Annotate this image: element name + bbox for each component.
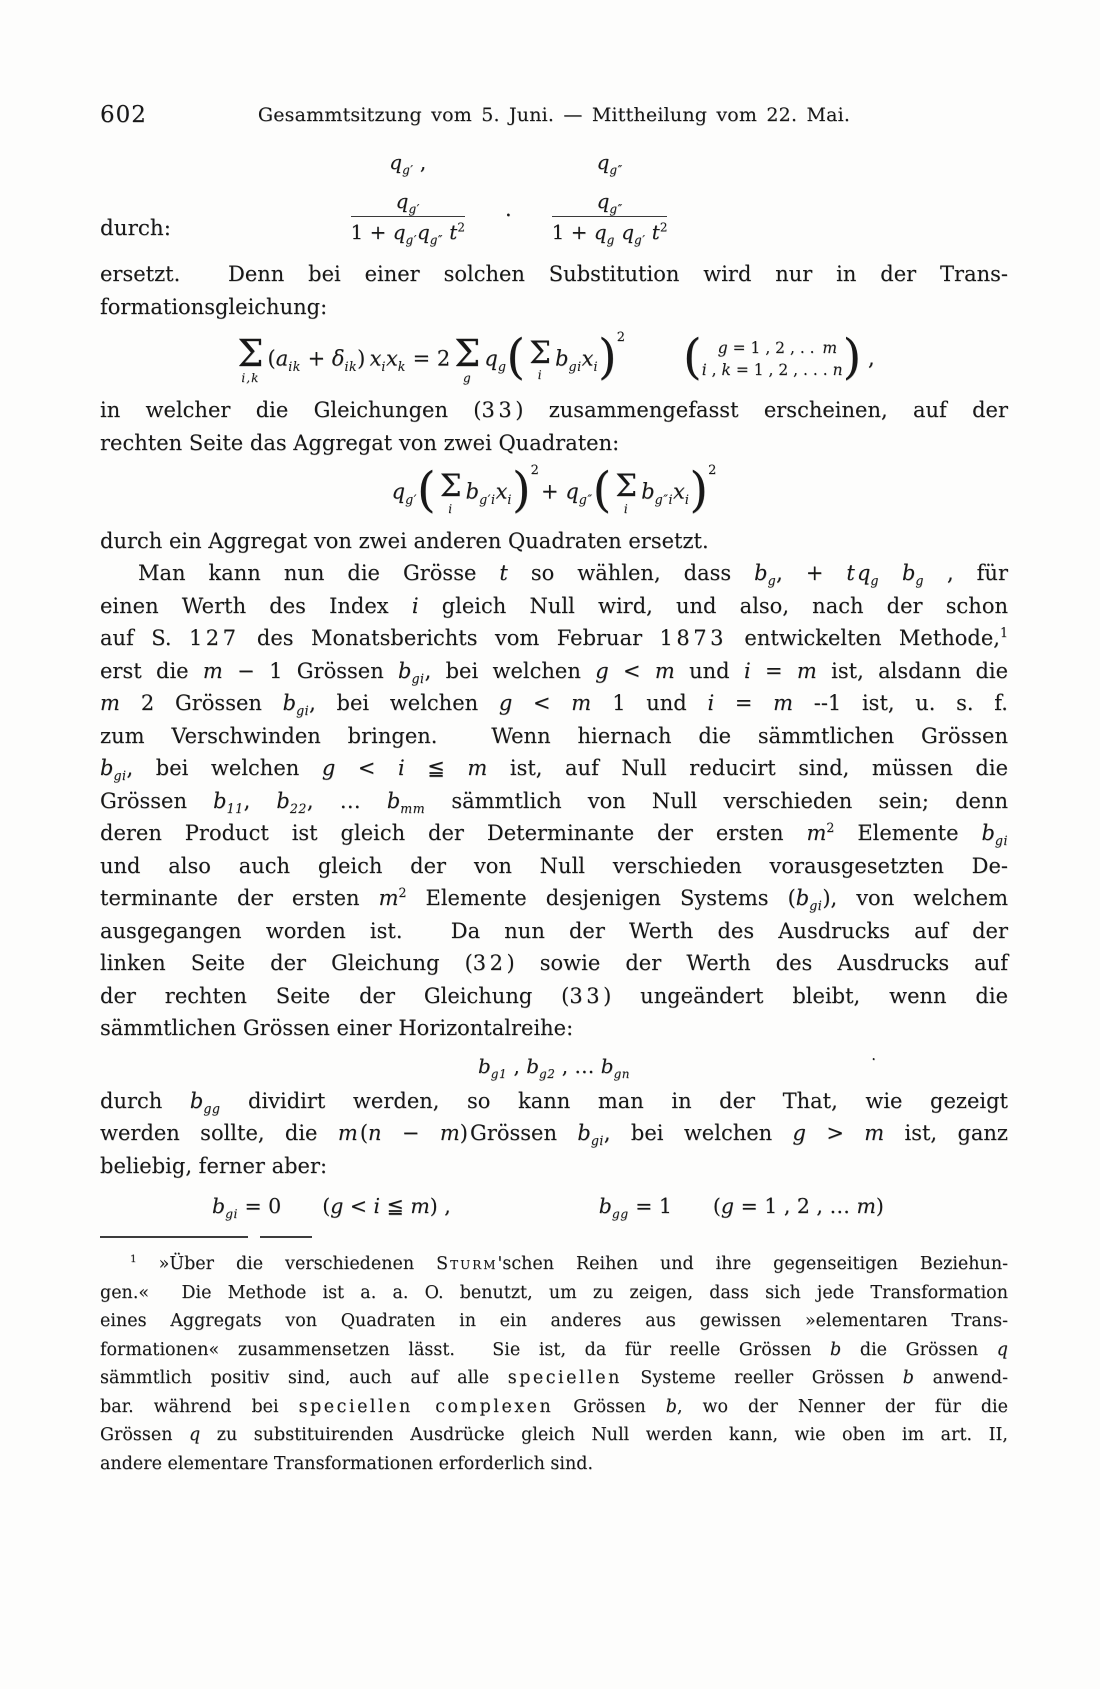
- fraction-group: [100, 150, 918, 247]
- fraction-denominator: $1 + q_g$ $q_{g'}$ $t^2$: [551, 220, 668, 247]
- text-line: in welcher die Gleichungen (33) zusammengefasst erscheinen, auf der: [100, 398, 1008, 423]
- text-line: durch ein Aggregat von zwei anderen Quadraten ersetzt.: [100, 528, 709, 553]
- footnote-line: formationen« zusammensetzen lässt. Sie ist, da für reelle Grössen b die Grössen q: [100, 1339, 1008, 1360]
- fraction: [551, 189, 668, 247]
- separator-dot: .: [504, 197, 512, 221]
- footnote-line: Grössen q zu substituirenden Ausdrücke gleich Null werden kann, wie oben im art. II,: [100, 1425, 1008, 1446]
- equation-expression: Σ i,k $(a_{ik} + \delta_{ik}) x_ix_k = 2$ Σ g $q_g$( Σ i $b_{gi}x_i)^2$: [237, 329, 626, 386]
- text-line: beliebig, ferner aber:: [100, 1153, 328, 1178]
- fraction-denominator: $1 + q_{g'}q_{g''}$ $t^2$: [350, 220, 465, 247]
- paragraph: [100, 525, 1008, 1045]
- text-line: ausgegangen worden ist. Da nun der Werth des Ausdrucks auf der: [100, 918, 1008, 943]
- equation-left: $b_{gi} = 0$ (g < i ≦ m) ,: [212, 1194, 451, 1222]
- text-line: der rechten Seite der Gleichung (33) ungeändert bleibt, wenn die: [100, 983, 1009, 1008]
- text-line: einen Werth des Index i gleich Null wird, und also, nach der schon: [100, 593, 1008, 618]
- equation-substitution: [100, 150, 1008, 247]
- replaced-term-right: $q_{g''}$: [596, 150, 623, 177]
- equation-two-squares: [100, 462, 1008, 519]
- text-line: formationsgleichung:: [100, 294, 328, 319]
- text-line: und also auch gleich der von Null verschieden vorausgesetzten De-: [100, 853, 1008, 878]
- text-line: $b_{gi}$, bei welchen g < i ≦ m ist, auf Null reducirt sind, müssen die: [100, 756, 1008, 784]
- text-line: sämmtlichen Grössen einer Horizontalreihe:: [100, 1016, 574, 1041]
- footnote-line: eines Aggregats von Quadraten in ein anderes aus gewissen »elementaren Trans-: [100, 1311, 1008, 1332]
- text-line: terminante der ersten $m^2$ Elemente desjenigen Systems $(b_{gi})$, von welchem: [100, 885, 1008, 914]
- page-number: 602: [100, 102, 147, 128]
- text-line: rechten Seite das Aggregat von zwei Quadraten:: [100, 430, 620, 455]
- paragraph: [100, 1085, 1008, 1183]
- page-header: [100, 104, 1008, 134]
- equation-right: $b_{gg} = 1$ (g = 1 , 2 , … m): [598, 1194, 884, 1222]
- fraction-numerator: $q_{g''}$: [552, 189, 668, 217]
- text-line: auf S. 127 des Monatsberichts vom Februar 1873 entwickelten Methode,$^1$: [100, 625, 1008, 651]
- text-line: werden sollte, die m (n − m) Grössen $b_{gi}$, bei welchen g > m ist, ganz: [100, 1121, 1008, 1149]
- fraction-numerator: $q_{g'}$: [351, 189, 465, 217]
- footnote-line: andere elementare Transformationen erforderlich sind.: [100, 1453, 594, 1474]
- text-block: [100, 104, 1008, 1478]
- text-line: zum Verschwinden bringen. Wenn hiernach die sämmtlichen Grössen: [100, 723, 1008, 748]
- fraction-column: [551, 150, 668, 247]
- text-line: Man kann nun die Grösse t so wählen, dass $b_g$, + t $q_g$ $b_g$ , für: [138, 561, 1008, 589]
- paragraph: [100, 394, 1008, 459]
- text-line: Grössen $b_{11}$, $b_{22}$, … $b_{mm}$ sämmtlich von Null verschieden sein; denn: [100, 788, 1009, 816]
- fraction-column: [350, 150, 465, 247]
- paragraph: [100, 258, 1008, 323]
- equation-expression: $b_{g1}$ , $b_{g2}$ , … $b_{gn}$: [477, 1053, 631, 1081]
- replaced-term-left: $q_{g'}$ ,: [389, 150, 427, 177]
- footnote: [100, 1250, 1008, 1478]
- equation-label: durch:: [100, 216, 172, 241]
- text-line: erst die m − 1 Grössen $b_{gi}$, bei welchen g < m und i = m ist, alsdann die: [100, 658, 1009, 686]
- text-line: linken Seite der Gleichung (32) sowie der Werth des Ausdrucks auf: [100, 951, 1008, 976]
- text-line: m 2 Grössen $b_{gi}$, bei welchen g < m 1 und i = m --1 ist, u. s. f.: [100, 691, 1008, 719]
- footnote-line: sämmtlich positiv sind, auch auf alle speciellen Systeme reeller Grössen b anwend-: [100, 1368, 1008, 1389]
- print-speck: .: [871, 1045, 876, 1064]
- footnote-line: gen.« Die Methode ist a. a. O. benutzt, um zu zeigen, dass sich jede Transformation: [100, 1282, 1008, 1303]
- footnote-line: bar. während bei speciellen complexen Grössen b, wo der Nenner der für die: [100, 1396, 1008, 1417]
- running-title: Gesammtsitzung vom 5. Juni. — Mittheilung vom 22. Mai.: [257, 104, 851, 126]
- equation-row-elements: [100, 1045, 1008, 1081]
- footnote-line: $^1$ »Über die verschiedenen Sturm'schen Reihen und ihre gegenseitigen Beziehun-: [130, 1253, 1009, 1275]
- equation-index-conditions: ( g = 1 , 2 , . . m i , k = 1 , 2 , . . . n ) ,: [683, 329, 875, 386]
- text-line: deren Product ist gleich der Determinante der ersten $m^2$ Elemente $b_{gi}$: [100, 820, 1008, 849]
- equation-normalization: [100, 1194, 1008, 1222]
- equation-expression: $q_{g'}$( Σ i $b_{g'i}x_i)^2$ + $q_{g''}$( Σ i $b_{g''i}x_i)^2$: [391, 462, 717, 519]
- text-line: durch $b_{gg}$ dividirt werden, so kann man in der That, wie gezeigt: [100, 1088, 1008, 1116]
- text-line: ersetzt. Denn bei einer solchen Substitution wird nur in der Trans-: [100, 262, 1008, 286]
- equation-transformation: [100, 329, 1008, 386]
- footnote-rule: [100, 1236, 312, 1238]
- fraction: [350, 189, 465, 247]
